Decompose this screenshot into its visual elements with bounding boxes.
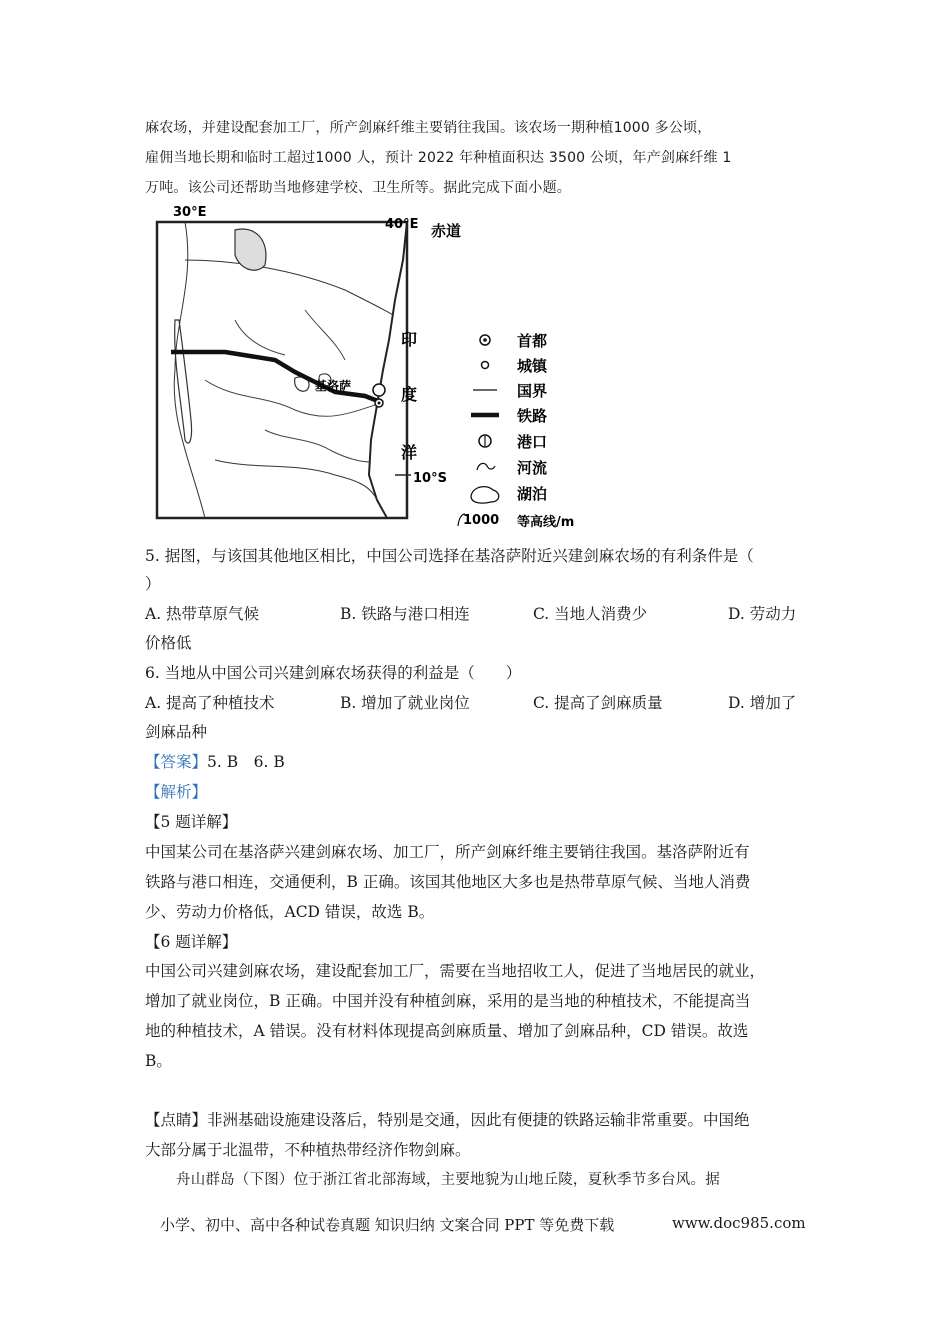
q6-option-d-wrap: 剑麻品种 xyxy=(145,723,208,741)
border-south xyxy=(215,460,377,500)
detail6-line-1: 中国公司兴建剑麻农场，建设配套加工厂，需要在当地招收工人，促进了当地居民的就业， xyxy=(145,962,766,980)
q6-stem: 6. 当地从中国公司兴建剑麻农场获得的利益是（ ） xyxy=(145,664,522,682)
legend-label-port: 港口 xyxy=(517,433,548,451)
q5-option-b: B. 铁路与港口相连 xyxy=(340,605,470,623)
ocean-label-1: 印 xyxy=(401,330,418,349)
analysis-tag: 【解析】 xyxy=(145,783,208,801)
q5-stem-end: ） xyxy=(145,575,161,593)
ocean-label-2: 度 xyxy=(401,385,418,404)
map-figure xyxy=(145,200,605,535)
q5-stem: 5. 据图，与该国其他地区相比，中国公司选择在基洛萨附近兴建剑麻农场的有利条件是（ xyxy=(145,547,754,565)
legend-label-border: 国界 xyxy=(517,382,548,400)
intro-line-3: 万吨。该公司还帮助当地修建学校、卫生所等。据此完成下面小题。 xyxy=(145,180,571,196)
lon-40e-label: 40°E xyxy=(385,217,419,232)
detail6-line-3: 地的种植技术，A 错误。没有材料体现提高剑麻质量、增加了剑麻品种，CD 错误。故选 xyxy=(145,1022,749,1040)
detail5-tag: 【5 题详解】 xyxy=(145,813,238,831)
legend-label-capital: 首都 xyxy=(517,332,548,350)
answer-tag: 【答案】 xyxy=(145,753,208,771)
next-passage-line: 舟山群岛（下图）位于浙江省北部海域，主要地貌为山地丘陵，夏秋季节多台风。据 xyxy=(176,1172,720,1188)
q5-option-d-wrap: 价格低 xyxy=(145,634,192,652)
map-legend xyxy=(458,332,574,530)
q6-option-c: C. 提高了剑麻质量 xyxy=(533,694,663,712)
ocean-label-3: 洋 xyxy=(401,443,418,462)
q6-option-a: A. 提高了种植技术 xyxy=(145,694,275,712)
border-north xyxy=(185,260,393,315)
footer-text: 小学、初中、高中各种试卷真题 知识归纳 文案合同 PPT 等免费下载 xyxy=(160,1216,615,1234)
intro-line-2: 雇佣当地长期和临时工超过1000 人，预计 2022 年种植面积达 3500 公顷，年产剑麻纤维 1 xyxy=(145,150,732,166)
intro-line-1: 麻农场，并建设配套加工厂，所产剑麻纤维主要销往我国。该农场一期种植1000 多公顷， xyxy=(145,120,712,136)
legend-label-contour: 等高线/m xyxy=(517,515,575,530)
legend-label-river: 河流 xyxy=(517,459,548,477)
q5-option-d: D. 劳动力 xyxy=(728,605,797,623)
legend-label-railway: 铁路 xyxy=(517,407,548,425)
city-label-kilosa: 基洛萨 xyxy=(315,379,352,393)
tip-line-2: 大部分属于北温带，不种植热带经济作物剑麻。 xyxy=(145,1141,471,1159)
detail5-line-1: 中国某公司在基洛萨兴建剑麻农场、加工厂，所产剑麻纤维主要销往我国。基洛萨附近有 xyxy=(145,843,750,861)
detail5-line-2: 铁路与港口相连，交通便利，B 正确。该国其他地区大多也是热带草原气候、当地人消费 xyxy=(145,873,751,891)
detail6-line-4: B。 xyxy=(145,1052,172,1070)
q6-option-b: B. 增加了就业岗位 xyxy=(340,694,470,712)
q6-option-d: D. 增加了 xyxy=(728,694,797,712)
equator-label: 赤道 xyxy=(431,222,462,240)
legend-label-town: 城镇 xyxy=(517,357,548,375)
coastline xyxy=(369,222,407,518)
tip-line-1: 【点睛】非洲基础设施建设落后，特别是交通，因此有便捷的铁路运输非常重要。中国绝 xyxy=(145,1111,750,1129)
lat-10s-label: 10°S xyxy=(413,471,447,486)
lake-victoria xyxy=(235,229,266,270)
port-marker xyxy=(373,384,385,396)
river-2 xyxy=(265,430,371,462)
river-icon xyxy=(477,463,495,470)
contour-value: 1000 xyxy=(463,513,500,528)
town-icon xyxy=(482,362,489,369)
q5-option-a: A. 热带草原气候 xyxy=(145,605,260,623)
detail6-line-2: 增加了就业岗位，B 正确。中国并没有种植剑麻，采用的是当地的种植技术，不能提高当 xyxy=(145,992,751,1010)
border-west xyxy=(174,222,205,518)
river-4 xyxy=(235,320,285,355)
answer-text: 5. B 6. B xyxy=(207,753,285,771)
legend-label-lake: 湖泊 xyxy=(517,485,548,503)
detail6-tag: 【6 题详解】 xyxy=(145,933,238,951)
detail5-line-3: 少、劳动力价格低，ACD 错误，故选 B。 xyxy=(145,903,435,921)
lake-icon xyxy=(471,487,499,503)
footer-url[interactable]: www.doc985.com xyxy=(672,1214,806,1232)
answer-line xyxy=(145,752,285,772)
railway-line xyxy=(171,352,383,403)
q5-option-c: C. 当地人消费少 xyxy=(533,605,648,623)
river-3 xyxy=(305,310,345,360)
lon-30e-label: 30°E xyxy=(173,205,207,220)
